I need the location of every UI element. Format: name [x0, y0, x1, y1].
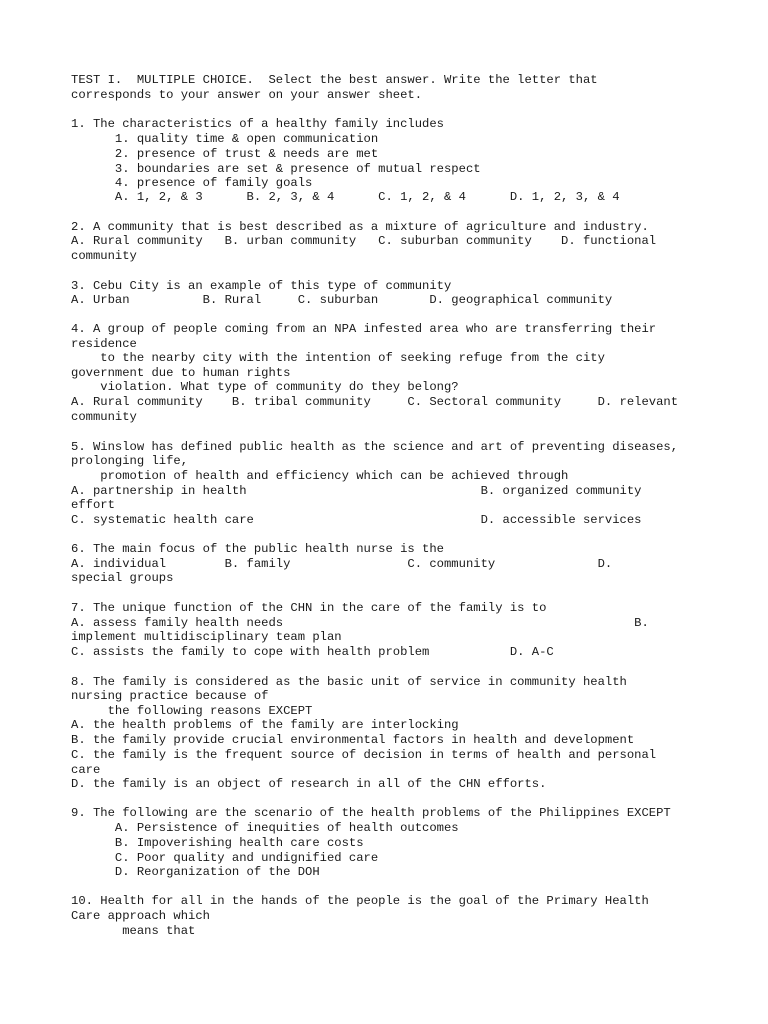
question-line: government due to human rights	[71, 366, 291, 380]
question-stem: 6. The main focus of the public health nurse is the	[71, 542, 444, 556]
answer-options: care	[71, 763, 101, 777]
question-line: 1. quality time & open communication	[71, 132, 379, 146]
answer-options: C. assists the family to cope with health problem D. A-C	[71, 645, 554, 659]
question-stem: 1. The characteristics of a healthy family includes	[71, 117, 444, 131]
question-stem: 3. Cebu City is an example of this type of community	[71, 279, 452, 293]
answer-options: A. individual B. family C. community D.	[71, 557, 613, 571]
answer-options: A. assess family health needs B.	[71, 616, 649, 630]
question-line: 3. boundaries are set & presence of mutual respect	[71, 162, 481, 176]
answer-options: A. the health problems of the family are interlocking	[71, 718, 459, 732]
answer-options: A. Rural community B. tribal community C. Sectoral community D. relevant	[71, 395, 679, 409]
question-stem: 7. The unique function of the CHN in the care of the family is to	[71, 601, 547, 615]
question-stem: 8. The family is considered as the basic unit of service in community health	[71, 675, 627, 689]
answer-options: effort	[71, 498, 115, 512]
answer-options: B. the family provide crucial environmental factors in health and development	[71, 733, 635, 747]
answer-options: A. Persistence of inequities of health outcomes	[71, 821, 459, 835]
question-stem: 2. A community that is best described as a mixture of agriculture and industry.	[71, 220, 649, 234]
answer-options: special groups	[71, 571, 174, 585]
answer-options: A. 1, 2, & 3 B. 2, 3, & 4 C. 1, 2, & 4 D. 1, 2, 3, & 4	[71, 190, 620, 204]
answer-options: C. systematic health care D. accessible services	[71, 513, 642, 527]
question-line: nursing practice because of	[71, 689, 269, 703]
question-line: 4. presence of family goals	[71, 176, 313, 190]
question-line: Care approach which	[71, 909, 210, 923]
question-line: the following reasons EXCEPT	[71, 704, 313, 718]
question-line: residence	[71, 337, 137, 351]
answer-options: D. Reorganization of the DOH	[71, 865, 320, 879]
question-line: violation. What type of community do they belong?	[71, 380, 459, 394]
answer-options: C. Poor quality and undignified care	[71, 851, 379, 865]
answer-options: A. Urban B. Rural C. suburban D. geographical community	[71, 293, 613, 307]
question-line: 2. presence of trust & needs are met	[71, 147, 379, 161]
answer-options: community	[71, 249, 137, 263]
question-stem: 5. Winslow has defined public health as the science and art of preventing diseases,	[71, 440, 679, 454]
answer-options: A. partnership in health B. organized community	[71, 484, 642, 498]
question-line: means that	[71, 924, 196, 938]
question-stem: 4. A group of people coming from an NPA infested area who are transferring their	[71, 322, 657, 336]
answer-options: A. Rural community B. urban community C. suburban community D. functional	[71, 234, 657, 248]
answer-options: implement multidisciplinary team plan	[71, 630, 342, 644]
question-stem: 10. Health for all in the hands of the people is the goal of the Primary Health	[71, 894, 649, 908]
question-line: prolonging life,	[71, 454, 189, 468]
answer-options: D. the family is an object of research in all of the CHN efforts.	[71, 777, 547, 791]
question-line: to the nearby city with the intention of seeking refuge from the city	[71, 351, 605, 365]
answer-options: community	[71, 410, 137, 424]
instruction-line: corresponds to your answer on your answer sheet.	[71, 88, 423, 102]
question-stem: 9. The following are the scenario of the health problems of the Philippines EXCEPT	[71, 806, 671, 820]
answer-options: C. the family is the frequent source of decision in terms of health and personal	[71, 748, 657, 762]
instruction-line: TEST I. MULTIPLE CHOICE. Select the best answer. Write the letter that	[71, 73, 598, 87]
question-line: promotion of health and efficiency which can be achieved through	[71, 469, 569, 483]
answer-options: B. Impoverishing health care costs	[71, 836, 364, 850]
